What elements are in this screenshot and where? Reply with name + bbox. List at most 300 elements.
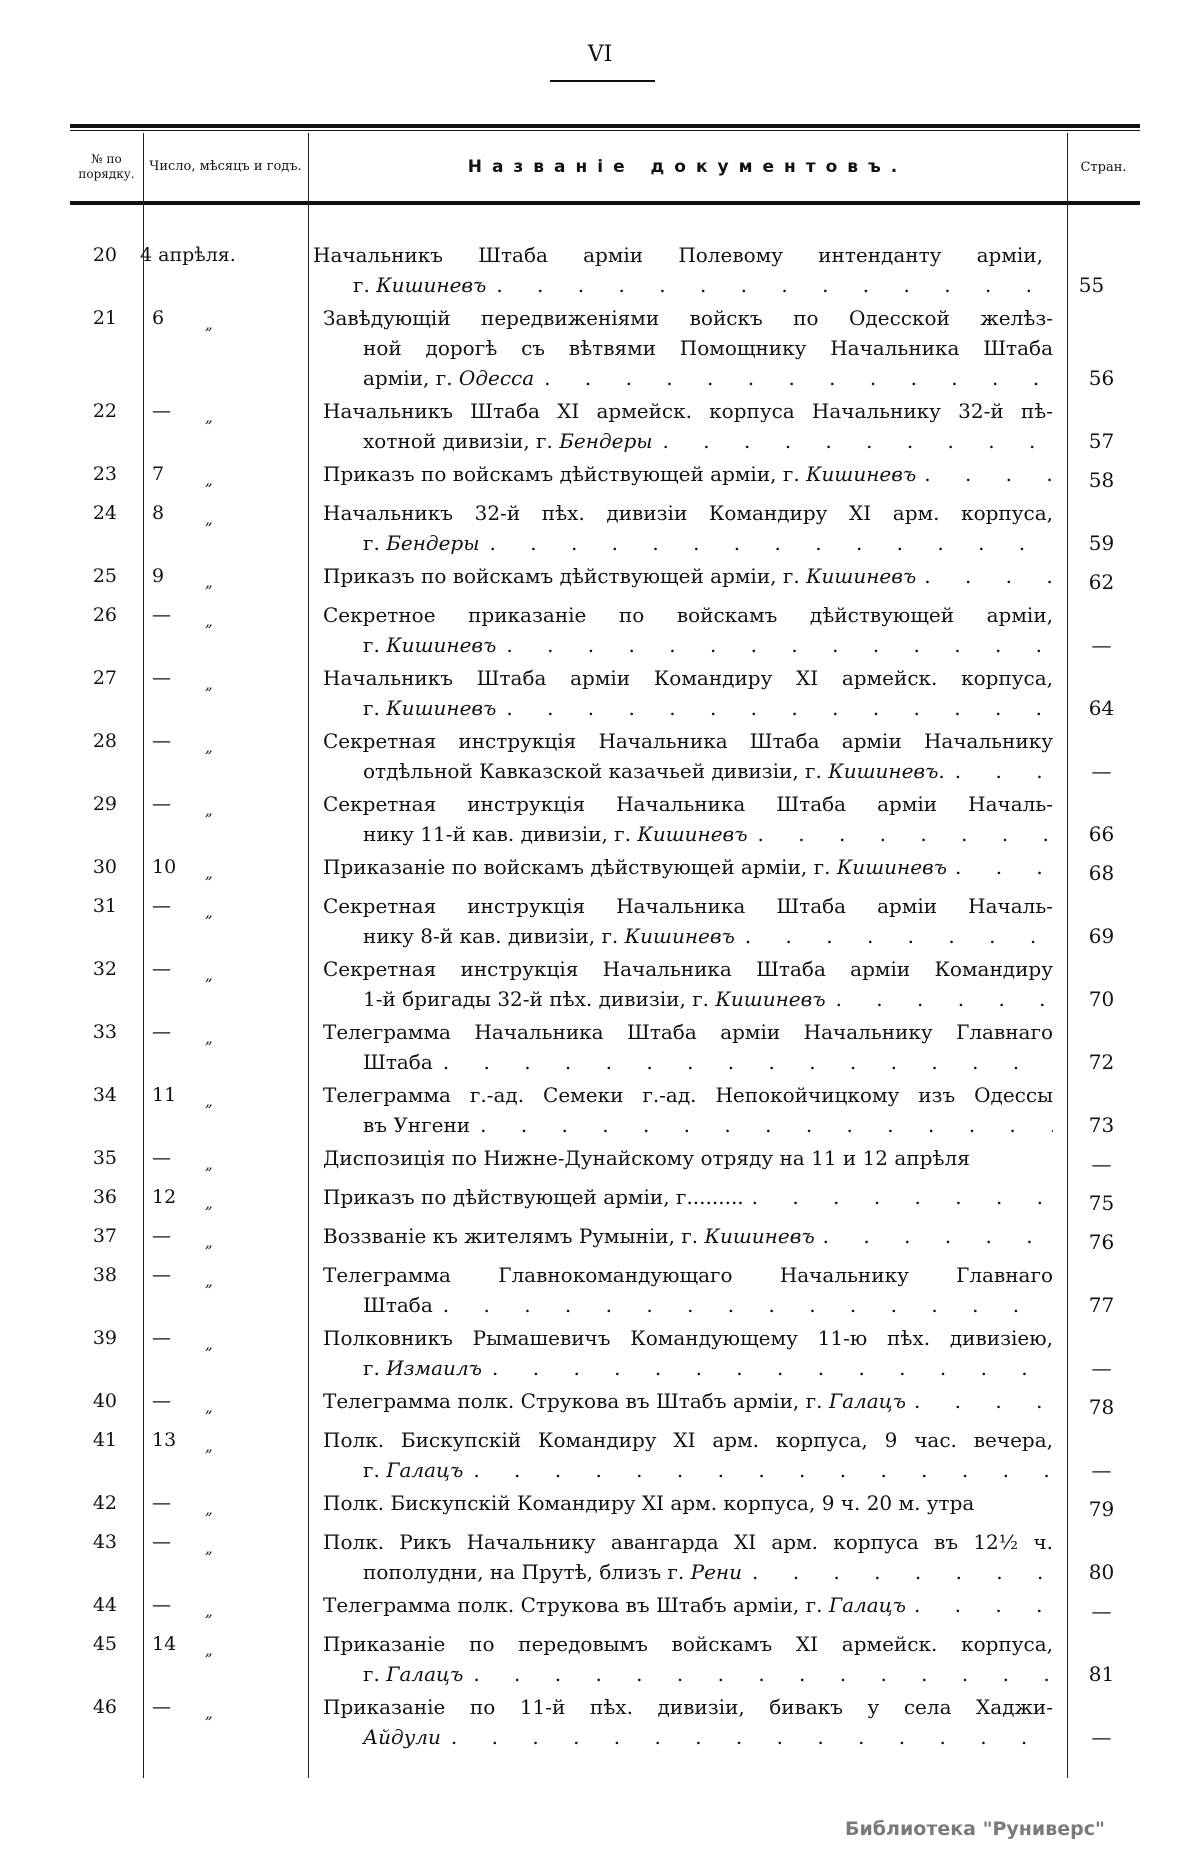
document-title[interactable] xyxy=(295,726,1065,786)
title-last-line xyxy=(323,1182,1053,1212)
leader-dots xyxy=(463,1659,1053,1689)
row-day: — xyxy=(152,793,171,815)
row-day: — xyxy=(152,1264,171,1286)
title-text-part: Приказъ по войскамъ дѣйствующей арміи, г. xyxy=(323,462,807,486)
watermark: Библиотека "Руниверс" xyxy=(845,1818,1105,1840)
title-text-part: Телеграмма полк. Струкова въ Штабъ арміи, г. xyxy=(323,1389,829,1413)
leader-dots xyxy=(735,921,1053,951)
row-number: 36 xyxy=(92,1186,117,1208)
title-text xyxy=(323,1143,970,1173)
title-line: Телеграмма г.-ад. Семеки г.-ад. Непокойчицкому изъ Одессы xyxy=(323,1083,1053,1107)
table-row xyxy=(70,240,1140,300)
title-last-line xyxy=(323,1386,1053,1416)
document-title[interactable] xyxy=(295,561,1065,597)
document-title[interactable] xyxy=(295,789,1065,849)
title-text-part: Воззваніе къ жителямъ Румыніи, г. xyxy=(323,1224,705,1248)
leader-dots xyxy=(947,852,1053,882)
ditto-mark: „ xyxy=(205,471,213,489)
ditto-mark: „ xyxy=(205,738,213,756)
leader-dots xyxy=(470,1110,1053,1140)
row-day: — xyxy=(152,1225,171,1247)
table-top-rule-thin xyxy=(70,130,1140,131)
title-text xyxy=(363,1557,742,1587)
table-row xyxy=(70,1425,1140,1485)
title-text xyxy=(323,1488,974,1518)
document-title[interactable] xyxy=(295,891,1065,951)
title-text xyxy=(363,528,480,558)
row-day: 11 xyxy=(152,1084,177,1106)
row-number: 46 xyxy=(92,1696,117,1718)
ditto-mark: „ xyxy=(205,1194,213,1212)
row-day: 13 xyxy=(152,1429,177,1451)
page-reference: 64 xyxy=(1088,696,1115,720)
title-text-part: Штаба xyxy=(363,1293,433,1317)
title-text-part: пополудни, на Прутѣ, близъ г. xyxy=(363,1560,691,1584)
row-number: 43 xyxy=(92,1531,117,1553)
page-reference: 78 xyxy=(1088,1395,1115,1419)
title-text xyxy=(363,1455,463,1485)
table-row xyxy=(70,852,1140,888)
title-line: Секретная инструкція Начальника Штаба арміи Началь- xyxy=(323,894,1053,918)
document-title[interactable] xyxy=(295,1425,1065,1485)
title-line: Полковникъ Рымашевичъ Командующему 11-ю пѣх. дивизіею, xyxy=(323,1326,1053,1350)
ditto-mark: „ xyxy=(205,315,213,333)
leader-dots xyxy=(748,819,1053,849)
document-title[interactable] xyxy=(295,954,1065,1014)
ditto-mark: „ xyxy=(205,1539,213,1557)
page-reference: 56 xyxy=(1088,366,1115,390)
leader-dots xyxy=(945,756,1053,786)
title-text xyxy=(323,1386,906,1416)
page-reference: — xyxy=(1091,1356,1112,1380)
leader-dots xyxy=(826,984,1053,1014)
page-reference: 72 xyxy=(1088,1050,1115,1074)
page-reference: — xyxy=(1091,633,1112,657)
document-title[interactable] xyxy=(295,1590,1065,1626)
row-day: — xyxy=(152,1390,171,1412)
title-text-part: арміи, г. xyxy=(363,366,459,390)
ditto-mark: „ xyxy=(205,1272,213,1290)
ditto-mark: „ xyxy=(205,1437,213,1455)
ditto-mark: „ xyxy=(205,903,213,921)
row-day: 6 xyxy=(152,307,165,329)
row-number: 28 xyxy=(92,730,117,752)
place-name: Кишиневъ xyxy=(624,924,735,948)
row-day: 9 xyxy=(152,565,165,587)
row-number: 32 xyxy=(92,958,117,980)
title-text xyxy=(323,852,947,882)
title-text-part: г. xyxy=(363,1458,387,1482)
title-line: Секретная инструкція Начальника Штаба арміи Начальнику xyxy=(323,729,1053,753)
row-day: — xyxy=(152,1327,171,1349)
leader-dots xyxy=(480,528,1053,558)
title-text xyxy=(323,1590,906,1620)
document-title[interactable] xyxy=(295,663,1065,723)
table-row xyxy=(70,561,1140,597)
document-list xyxy=(70,240,1140,1755)
title-text-part: Полк. Бискупскій Командиру XI арм. корпуса, 9 ч. 20 м. утра xyxy=(323,1491,975,1515)
title-text-part: 1-й бригады 32-й пѣх. дивизіи, г. xyxy=(363,987,716,1011)
row-day: — xyxy=(152,400,171,422)
header-title: Названіе документовъ. xyxy=(467,157,908,177)
title-text xyxy=(363,1659,463,1689)
title-text-part: Диспозиція по Нижне-Дунайскому отряду на 11 и 12 апрѣля xyxy=(323,1146,970,1170)
row-day: 10 xyxy=(152,856,177,878)
row-day: 12 xyxy=(152,1186,177,1208)
row-number: 26 xyxy=(92,604,117,626)
title-text xyxy=(323,1182,744,1212)
document-title[interactable] xyxy=(295,459,1065,495)
row-number: 45 xyxy=(92,1633,117,1655)
title-text-part: Штаба xyxy=(363,1050,433,1074)
title-last-line xyxy=(323,1110,1053,1140)
title-last-line xyxy=(323,1455,1053,1485)
title-last-line xyxy=(323,921,1053,951)
document-title[interactable] xyxy=(295,1080,1065,1140)
title-last-line xyxy=(323,630,1053,660)
header-number: № по порядку. xyxy=(78,152,135,181)
title-text xyxy=(363,1290,433,1320)
row-day: — xyxy=(152,1021,171,1043)
document-title[interactable] xyxy=(295,1182,1065,1218)
place-name: Бендеры xyxy=(559,429,653,453)
table-row xyxy=(70,498,1140,558)
document-title[interactable] xyxy=(295,303,1065,393)
document-title[interactable] xyxy=(295,1017,1065,1077)
document-title[interactable] xyxy=(295,600,1065,660)
row-day: — xyxy=(152,1594,171,1616)
leader-dots xyxy=(906,1590,1053,1620)
row-number: 27 xyxy=(92,667,117,689)
title-last-line xyxy=(323,1488,1053,1518)
row-day: 4 апрѣля. xyxy=(140,244,236,266)
leader-dots xyxy=(744,1182,1053,1212)
title-last-line xyxy=(323,693,1053,723)
leader-dots xyxy=(815,1221,1053,1251)
leader-dots xyxy=(653,426,1053,456)
title-last-line xyxy=(323,459,1053,489)
title-text xyxy=(363,984,826,1014)
table-top-rule xyxy=(70,124,1140,128)
title-last-line xyxy=(323,1143,1053,1173)
page-reference: — xyxy=(1091,759,1112,783)
leader-dots xyxy=(486,270,1043,300)
place-name: Одесса xyxy=(458,366,535,390)
table-row xyxy=(70,1221,1140,1257)
ditto-mark: „ xyxy=(205,864,213,882)
leader-dots xyxy=(433,1290,1053,1320)
table-row xyxy=(70,726,1140,786)
row-number: 25 xyxy=(92,565,117,587)
row-day: — xyxy=(152,895,171,917)
leader-dots xyxy=(906,1386,1053,1416)
row-number: 37 xyxy=(92,1225,117,1247)
leader-dots xyxy=(916,459,1053,489)
table-row xyxy=(70,1386,1140,1422)
title-last-line xyxy=(323,1722,1053,1752)
ditto-mark: „ xyxy=(205,1029,213,1047)
leader-dots xyxy=(916,561,1053,591)
title-last-line xyxy=(313,270,1043,300)
title-line: Секретная инструкція Начальника Штаба арміи Началь- xyxy=(323,792,1053,816)
title-line: Приказаніе по 11-й пѣх. дивизіи, бивакъ у села Хаджи- xyxy=(323,1695,1053,1719)
page-reference: 79 xyxy=(1088,1497,1115,1521)
page-reference: 58 xyxy=(1088,468,1115,492)
page-reference: — xyxy=(1091,1458,1112,1482)
table-row xyxy=(70,1080,1140,1140)
place-name: Кишиневъ xyxy=(806,564,917,588)
title-line: Приказаніе по передовымъ войскамъ XI армейск. корпуса, xyxy=(323,1632,1053,1656)
page-reference: 76 xyxy=(1088,1230,1115,1254)
leader-dots xyxy=(742,1557,1053,1587)
title-text xyxy=(363,1353,482,1383)
title-text xyxy=(323,459,916,489)
title-text-part: г. xyxy=(353,273,377,297)
row-number: 30 xyxy=(92,856,117,878)
ditto-mark: „ xyxy=(205,1155,213,1173)
row-number: 22 xyxy=(92,400,117,422)
page-reference: 75 xyxy=(1088,1191,1115,1215)
title-last-line xyxy=(323,852,1053,882)
page-number: VI xyxy=(587,42,613,67)
ditto-mark: „ xyxy=(205,1500,213,1518)
title-text xyxy=(323,561,916,591)
title-last-line xyxy=(323,1221,1053,1251)
title-text-part: Телеграмма полк. Струкова въ Штабъ арміи, г. xyxy=(323,1593,829,1617)
ditto-mark: „ xyxy=(205,1398,213,1416)
table-row xyxy=(70,303,1140,393)
table-row xyxy=(70,1488,1140,1524)
title-line: Секретная инструкція Начальника Штаба арміи Командиру xyxy=(323,957,1053,981)
row-number: 38 xyxy=(92,1264,117,1286)
ditto-mark: „ xyxy=(205,801,213,819)
title-line: Начальникъ Штаба арміи Командиру XI армейск. корпуса, xyxy=(323,666,1053,690)
title-line: Завѣдующій передвиженіями войскъ по Одесской желѣз- xyxy=(323,306,1053,330)
row-day: 8 xyxy=(152,502,165,524)
row-day: — xyxy=(152,1696,171,1718)
title-text xyxy=(363,630,496,660)
page-reference: 81 xyxy=(1088,1662,1115,1686)
document-title[interactable] xyxy=(295,1692,1065,1752)
title-text-part: г. xyxy=(363,1662,387,1686)
title-last-line xyxy=(323,1557,1053,1587)
title-text xyxy=(363,819,748,849)
title-text xyxy=(363,1047,433,1077)
ditto-mark: „ xyxy=(205,612,213,630)
document-title[interactable] xyxy=(295,1527,1065,1587)
table-row xyxy=(70,396,1140,456)
place-name: Кишиневъ xyxy=(715,987,826,1011)
title-line: Телеграмма Главнокомандующаго Начальнику Главнаго xyxy=(323,1263,1053,1287)
title-text xyxy=(363,1722,441,1752)
document-title[interactable] xyxy=(295,852,1065,888)
title-text-part: хотной дивизіи, г. xyxy=(363,429,560,453)
place-name: Галацъ xyxy=(386,1458,464,1482)
title-text xyxy=(363,756,945,786)
table-row xyxy=(70,1527,1140,1587)
document-title[interactable] xyxy=(295,1221,1065,1257)
row-day: — xyxy=(152,667,171,689)
ditto-mark: „ xyxy=(205,1704,213,1722)
table-row xyxy=(70,1182,1140,1218)
page-reference: 80 xyxy=(1088,1560,1115,1584)
row-day: — xyxy=(152,1531,171,1553)
document-title[interactable] xyxy=(295,1488,1065,1524)
title-text-part: въ Унгени xyxy=(363,1113,471,1137)
header-page: Стран. xyxy=(1080,159,1127,175)
ditto-mark: „ xyxy=(205,510,213,528)
title-last-line xyxy=(323,528,1053,558)
document-title[interactable] xyxy=(295,1260,1065,1320)
place-name: Кишиневъ xyxy=(386,696,497,720)
page-reference: 62 xyxy=(1088,570,1115,594)
place-name: Кишиневъ xyxy=(806,462,917,486)
document-title[interactable] xyxy=(295,1629,1065,1689)
ditto-mark: „ xyxy=(205,1092,213,1110)
title-last-line xyxy=(323,984,1053,1014)
page-reference: — xyxy=(1091,1599,1112,1623)
place-name: Кишиневъ xyxy=(376,273,487,297)
leader-dots xyxy=(496,630,1053,660)
leader-dots xyxy=(441,1722,1053,1752)
page-reference: 68 xyxy=(1088,861,1115,885)
leader-dots xyxy=(496,693,1053,723)
page-reference: 55 xyxy=(1078,273,1105,297)
title-text xyxy=(363,693,496,723)
document-title[interactable] xyxy=(295,1143,1065,1179)
title-text-part: нику 11-й кав. дивизіи, г. xyxy=(363,822,638,846)
title-text xyxy=(363,363,534,393)
title-text-part: г. xyxy=(363,633,387,657)
header-bottom-rule xyxy=(70,201,1140,205)
ditto-mark: „ xyxy=(205,966,213,984)
title-text xyxy=(363,1110,470,1140)
title-last-line xyxy=(323,1590,1053,1620)
table-row xyxy=(70,1323,1140,1383)
leader-dots xyxy=(534,363,1053,393)
ditto-mark: „ xyxy=(205,573,213,591)
page-reference: 73 xyxy=(1088,1113,1115,1137)
title-last-line xyxy=(323,1659,1053,1689)
title-line: Начальникъ Штаба XI армейск. корпуса Начальнику 32-й пѣ- xyxy=(323,399,1053,423)
leader-dots xyxy=(433,1047,1053,1077)
document-title[interactable] xyxy=(295,498,1065,558)
title-text-part: г. xyxy=(363,1356,387,1380)
row-number: 34 xyxy=(92,1084,117,1106)
row-number: 29 xyxy=(92,793,117,815)
row-day: — xyxy=(152,1147,171,1169)
place-name: Айдули xyxy=(363,1725,441,1749)
leader-dots xyxy=(463,1455,1053,1485)
place-name: Рени xyxy=(690,1560,742,1584)
title-line: Телеграмма Начальника Штаба арміи Начальнику Главнаго xyxy=(323,1020,1053,1044)
page-reference: 57 xyxy=(1088,429,1115,453)
title-last-line xyxy=(323,1047,1053,1077)
row-day: — xyxy=(152,604,171,626)
row-number: 33 xyxy=(92,1021,117,1043)
place-name: Кишиневъ xyxy=(836,855,947,879)
ditto-mark: „ xyxy=(205,408,213,426)
document-title[interactable] xyxy=(295,396,1065,456)
header-date: Число, мѣсяцъ и годъ. xyxy=(149,159,302,174)
document-title[interactable] xyxy=(295,1323,1065,1383)
title-line: Начальникъ Штаба арміи Полевому интенданту арміи, xyxy=(313,243,1043,267)
table-row xyxy=(70,1629,1140,1689)
title-text-part: Приказъ по войскамъ дѣйствующей арміи, г. xyxy=(323,564,807,588)
table-row xyxy=(70,954,1140,1014)
title-last-line xyxy=(323,561,1053,591)
page-reference: 59 xyxy=(1088,531,1115,555)
page-reference: — xyxy=(1091,1725,1112,1749)
title-line: Полк. Бискупскій Командиру XI арм. корпуса, 9 час. вечера, xyxy=(323,1428,1053,1452)
title-last-line xyxy=(323,1290,1053,1320)
row-number: 23 xyxy=(92,463,117,485)
table-row xyxy=(70,1143,1140,1179)
title-line: Полк. Рикъ Начальнику авангарда XI арм. корпуса въ 12½ ч. xyxy=(323,1530,1053,1554)
ditto-mark: „ xyxy=(205,1233,213,1251)
table-row xyxy=(70,1692,1140,1752)
row-number: 39 xyxy=(92,1327,117,1349)
row-number: 24 xyxy=(92,502,117,524)
place-name: Галацъ xyxy=(386,1662,464,1686)
place-name: Бендеры xyxy=(386,531,480,555)
document-title[interactable] xyxy=(295,1386,1065,1422)
title-last-line xyxy=(323,819,1053,849)
title-line: ной дорогѣ съ вѣтвями Помощнику Начальника Штаба xyxy=(363,336,1053,360)
table-row xyxy=(70,459,1140,495)
title-line: Начальникъ 32-й пѣх. дивизіи Командиру XI арм. корпуса, xyxy=(323,501,1053,525)
place-name: Кишиневъ xyxy=(386,633,497,657)
ditto-mark: „ xyxy=(205,675,213,693)
title-last-line xyxy=(323,426,1053,456)
ditto-mark: „ xyxy=(205,1602,213,1620)
table-row xyxy=(70,891,1140,951)
place-name: Измаилъ xyxy=(386,1356,483,1380)
row-day: 14 xyxy=(152,1633,177,1655)
row-number: 20 xyxy=(92,244,117,266)
page-reference: 77 xyxy=(1088,1293,1115,1317)
title-text-part: отдѣльной Кавказской казачьей дивизіи, г. xyxy=(363,759,829,783)
page-reference: 66 xyxy=(1088,822,1115,846)
table-row xyxy=(70,663,1140,723)
table-row xyxy=(70,600,1140,660)
table-row xyxy=(70,789,1140,849)
table-row xyxy=(70,1260,1140,1320)
title-text-part: г. xyxy=(363,531,387,555)
place-name: Кишиневъ. xyxy=(828,759,945,783)
title-last-line xyxy=(323,363,1053,393)
place-name: Кишиневъ xyxy=(704,1224,815,1248)
table-row xyxy=(70,1017,1140,1077)
title-text-part: Приказаніе по войскамъ дѣйствующей арміи, г. xyxy=(323,855,837,879)
row-number: 21 xyxy=(92,307,117,329)
row-number: 42 xyxy=(92,1492,117,1514)
row-number: 35 xyxy=(92,1147,117,1169)
ditto-mark: „ xyxy=(205,1335,213,1353)
leader-dots xyxy=(482,1353,1053,1383)
title-text xyxy=(363,426,653,456)
row-number: 40 xyxy=(92,1390,117,1412)
row-number: 41 xyxy=(92,1429,117,1451)
title-last-line xyxy=(323,1353,1053,1383)
title-line: Секретное приказаніе по войскамъ дѣйствующей арміи, xyxy=(323,603,1053,627)
row-number: 31 xyxy=(92,895,117,917)
document-title[interactable] xyxy=(285,240,1055,300)
row-day: — xyxy=(152,958,171,980)
title-text-part: нику 8-й кав. дивизіи, г. xyxy=(363,924,625,948)
table-row xyxy=(70,1590,1140,1626)
title-text xyxy=(353,270,486,300)
